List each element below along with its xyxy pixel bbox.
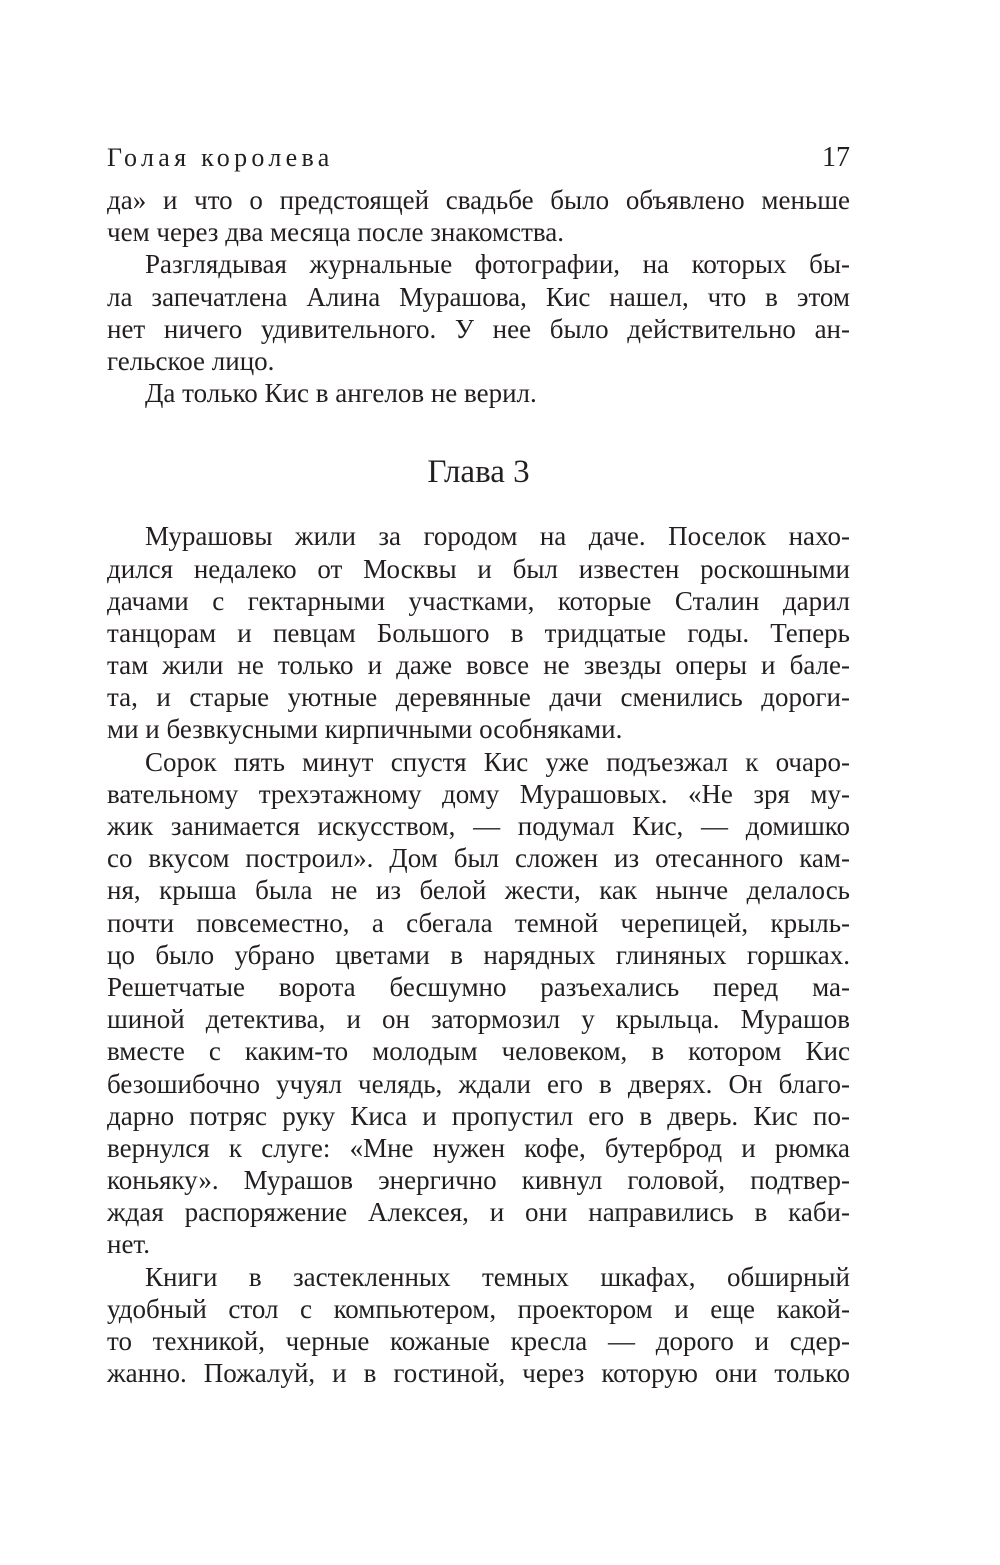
text-line: дарно потряс руку Киса и пропустил его в дверь. Кис по- xyxy=(107,1100,850,1131)
running-title: Голая королева xyxy=(107,143,334,172)
text-line: ми и безвкусными кирпичными особняками. xyxy=(107,714,623,745)
paragraph xyxy=(107,184,850,248)
text-line: нет ничего удивительного. У нее было действительно ан- xyxy=(107,313,850,344)
text-line: ждая распоряжение Алексея, и они направились в каби- xyxy=(107,1197,850,1228)
book-page xyxy=(107,140,850,1389)
text-line: там жили не только и даже вовсе не звезды оперы и бале- xyxy=(107,650,850,681)
running-head xyxy=(107,140,850,184)
paragraph xyxy=(107,746,850,1261)
text-line: почти повсеместно, а сбегала темной черепицей, крыль- xyxy=(107,907,850,938)
text-line: удобный стол с компьютером, проектором и еще какой- xyxy=(107,1293,850,1324)
text-line: Сорок пять минут спустя Кис уже подъезжал к очаро- xyxy=(145,746,850,777)
text-line: цо было убрано цветами в нарядных глиняных горшках. xyxy=(107,939,850,970)
paragraph xyxy=(107,520,850,745)
text-line: вместе с каким-то молодым человеком, в котором Кис xyxy=(107,1036,850,1067)
text-line: дился недалеко от Москвы и был известен роскошными xyxy=(107,553,850,584)
text-line: дачами с гектарными участками, которые Сталин дарил xyxy=(107,585,850,616)
text-line: Да только Кис в ангелов не верил. xyxy=(145,378,537,409)
chapter-heading: Глава 3 xyxy=(427,454,530,491)
text-line: со вкусом построил». Дом был сложен из отесанного кам- xyxy=(107,843,850,874)
text-line: жанно. Пожалуй, и в гостиной, через которую они только xyxy=(107,1358,850,1389)
text-line: коньяку». Мурашов энергично кивнул головой, подтвер- xyxy=(107,1165,850,1196)
paragraph xyxy=(107,377,850,409)
text-line: Решетчатые ворота бесшумно разъехались перед ма- xyxy=(107,971,850,1002)
text-line: чем через два месяца после знакомства. xyxy=(107,217,565,248)
text-line: Книги в застекленных темных шкафах, обширный xyxy=(145,1261,850,1292)
paragraph xyxy=(107,1261,850,1390)
text-line: да» и что о предстоящей свадьбе было объявлено меньше xyxy=(107,185,850,215)
text-line: жик занимается искусством, — подумал Кис, — домишко xyxy=(107,811,850,841)
body-text xyxy=(107,184,850,1389)
paragraph xyxy=(107,248,850,377)
text-line: та, и старые уютные деревянные дачи сменились дороги- xyxy=(107,682,850,713)
text-line: ла запечатлена Алина Мурашова, Кис нашел, что в этом xyxy=(107,281,850,312)
text-line: то техникой, черные кожаные кресла — дорого и сдер- xyxy=(107,1326,850,1356)
text-line: безошибочно учуял челядь, ждали его в дверях. Он благо- xyxy=(107,1068,850,1099)
text-line: Разглядывая журнальные фотографии, на которых бы- xyxy=(145,249,850,280)
text-line: танцорам и певцам Большого в тридцатые годы. Теперь xyxy=(107,617,850,648)
text-line: вернулся к слуге: «Мне нужен кофе, бутерброд и рюмка xyxy=(107,1132,850,1163)
text-line: гельское лицо. xyxy=(107,345,275,376)
text-line: нет. xyxy=(107,1229,150,1260)
text-line: ня, крыша была не из белой жести, как нынче делалось xyxy=(107,875,850,906)
text-line: вательному трехэтажному дому Мурашовых. «Не зря му- xyxy=(107,778,850,809)
page-number: 17 xyxy=(822,142,850,173)
text-line: Мурашовы жили за городом на даче. Поселок нахо- xyxy=(145,521,850,552)
text-line: шиной детектива, и он затормозил у крыльца. Мурашов xyxy=(107,1004,850,1035)
